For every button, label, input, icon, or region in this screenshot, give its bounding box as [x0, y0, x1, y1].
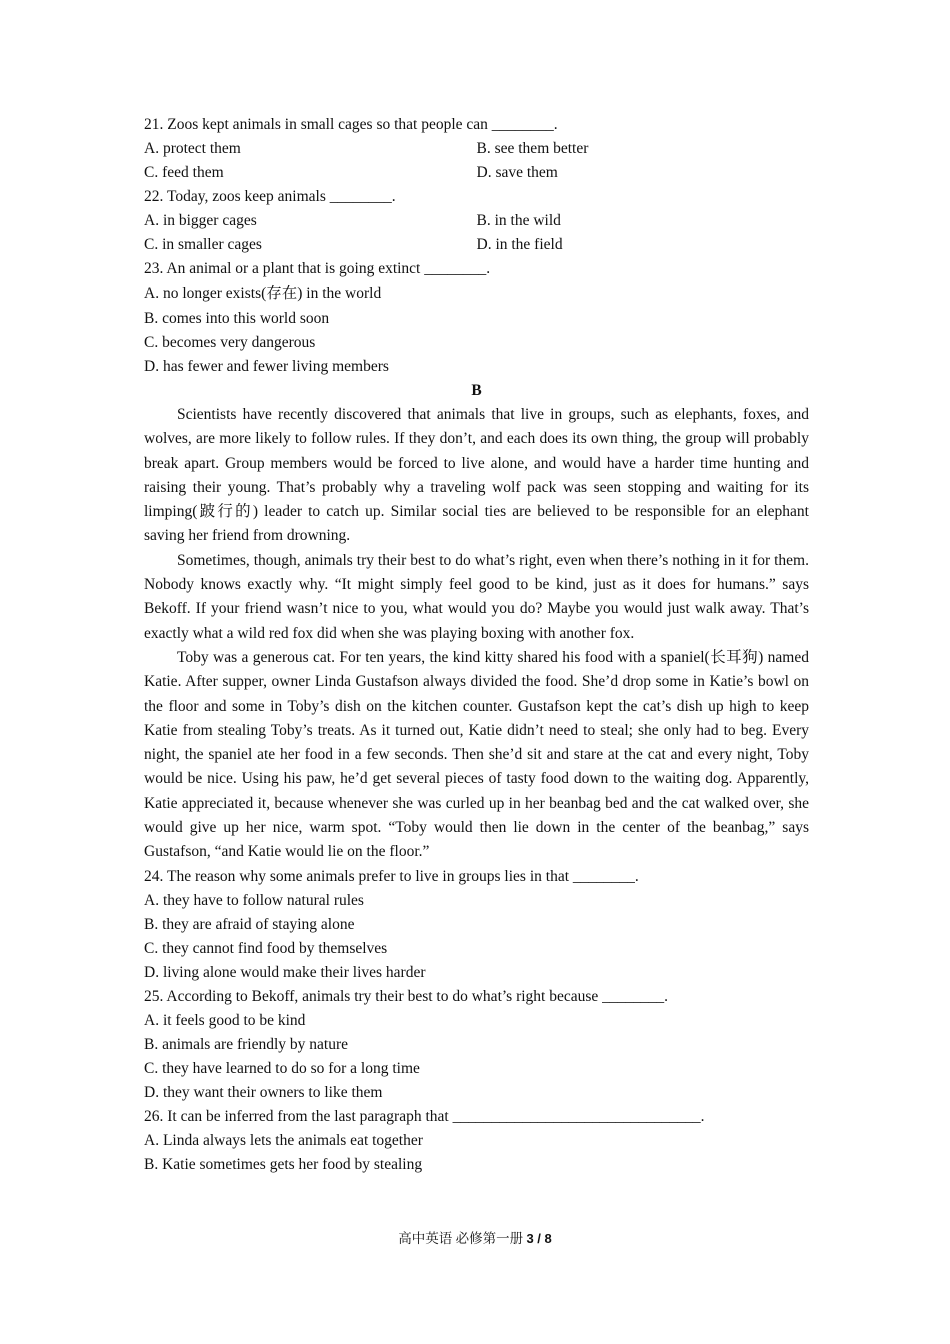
page-number: 3 / 8 — [526, 1231, 552, 1246]
question-22-option-d: D. in the field — [476, 236, 563, 253]
question-21-option-a: A. protect them — [144, 140, 241, 157]
question-26-stem: 26. It can be inferred from the last paragraph that ________________________________. — [144, 1107, 705, 1125]
passage-paragraph-2: Sometimes, though, animals try their best to do what’s right, even when there’s nothing in it for them. Nobody knows exactly why. “It might simply feel good to be kind, just as it does for humans.” says Bekoff. If your friend wasn’t nice to you, what would you do? Maybe you would just walk away. That’s exactly what a wild red fox did when she was playing boxing with another fox. — [144, 551, 809, 642]
question-23-option-d: D. has fewer and fewer living members — [144, 358, 389, 375]
question-21-stem: 21. Zoos kept animals in small cages so that people can ________. — [144, 116, 558, 133]
question-22-options-row-1 — [144, 209, 809, 233]
question-21-option-b: B. see them better — [476, 140, 589, 157]
footer-book-title: 高中英语 必修第一册 — [398, 1231, 524, 1246]
question-21-options-row-2 — [144, 161, 809, 185]
question-23-option-a: A. no longer exists(存在) in the world — [144, 285, 382, 302]
question-24-option-b: B. they are afraid of staying alone — [144, 915, 355, 933]
question-25-option-a: A. it feels good to be kind — [144, 1011, 306, 1029]
question-22-stem: 22. Today, zoos keep animals ________. — [144, 188, 396, 205]
question-23-option-c: C. becomes very dangerous — [144, 334, 316, 351]
question-25-option-b: B. animals are friendly by nature — [144, 1035, 349, 1053]
question-21-option-d: D. save them — [476, 164, 558, 181]
question-25-option-c: C. they have learned to do so for a long time — [144, 1059, 420, 1077]
question-22-option-c: C. in smaller cages — [144, 236, 262, 253]
question-23-stem: 23. An animal or a plant that is going extinct ________. — [144, 260, 491, 277]
question-26-option-b: B. Katie sometimes gets her food by stealing — [144, 1155, 423, 1173]
question-22-option-b: B. in the wild — [476, 212, 561, 229]
question-23-option-b: B. comes into this world soon — [144, 310, 330, 327]
section-heading: B — [471, 382, 482, 399]
question-21-options-row-1 — [144, 137, 809, 161]
page-footer — [0, 1229, 950, 1249]
question-25-option-d: D. they want their owners to like them — [144, 1083, 383, 1101]
question-21-option-c: C. feed them — [144, 164, 224, 181]
question-22-options-row-2 — [144, 233, 809, 257]
page-content — [144, 113, 809, 1177]
passage-paragraph-3: Toby was a generous cat. For ten years, the kind kitty shared his food with a spaniel(长耳狗) named Katie. After supper, owner Linda Gustafson always divided the food. She’d drop some in Katie’s bowl on the floor and some in Toby’s dish on the kitchen counter. Gustafson kept the cat’s dish up high to keep Katie from stealing Toby’s treats. As it turned out, Katie didn’t need to steal; she only had to beg. Every night, the spaniel ate her food in a few seconds. Then she’d sit and stare at the cat and every night, Toby would be nice. Using his paw, he’d get several pieces of tasty food down to the waiting dog. Apparently, Katie appreciated it, because whenever she was curled up in her beanbag bed and the cat walked over, she would give up her nice, warm spot. “Toby would then lie down in the center of the beanbag,” says Gustafson, “and Katie would lie on the floor.” — [144, 648, 809, 861]
question-22-option-a: A. in bigger cages — [144, 212, 257, 229]
question-25-stem: 25. According to Bekoff, animals try their best to do what’s right because ________. — [144, 987, 669, 1005]
question-24-option-a: A. they have to follow natural rules — [144, 891, 364, 909]
question-24-stem: 24. The reason why some animals prefer to live in groups lies in that ________. — [144, 867, 639, 885]
question-26-option-a: A. Linda always lets the animals eat together — [144, 1131, 423, 1149]
question-24-option-c: C. they cannot find food by themselves — [144, 939, 388, 957]
passage-paragraph-1: Scientists have recently discovered that animals that live in groups, such as elephants, foxes, and wolves, are more likely to follow rules. If they don’t, and each does its own thing, the group will probably break apart. Group members would be forced to live alone, and would have a harder time hunting and raising their young. That’s probably why a traveling wolf pack was seen stopping and waiting for its limping(跛行的) leader to catch up. Similar social ties are believed to be responsible for an elephant saving her friend from drowning. — [144, 406, 809, 545]
question-24-option-d: D. living alone would make their lives harder — [144, 963, 426, 981]
